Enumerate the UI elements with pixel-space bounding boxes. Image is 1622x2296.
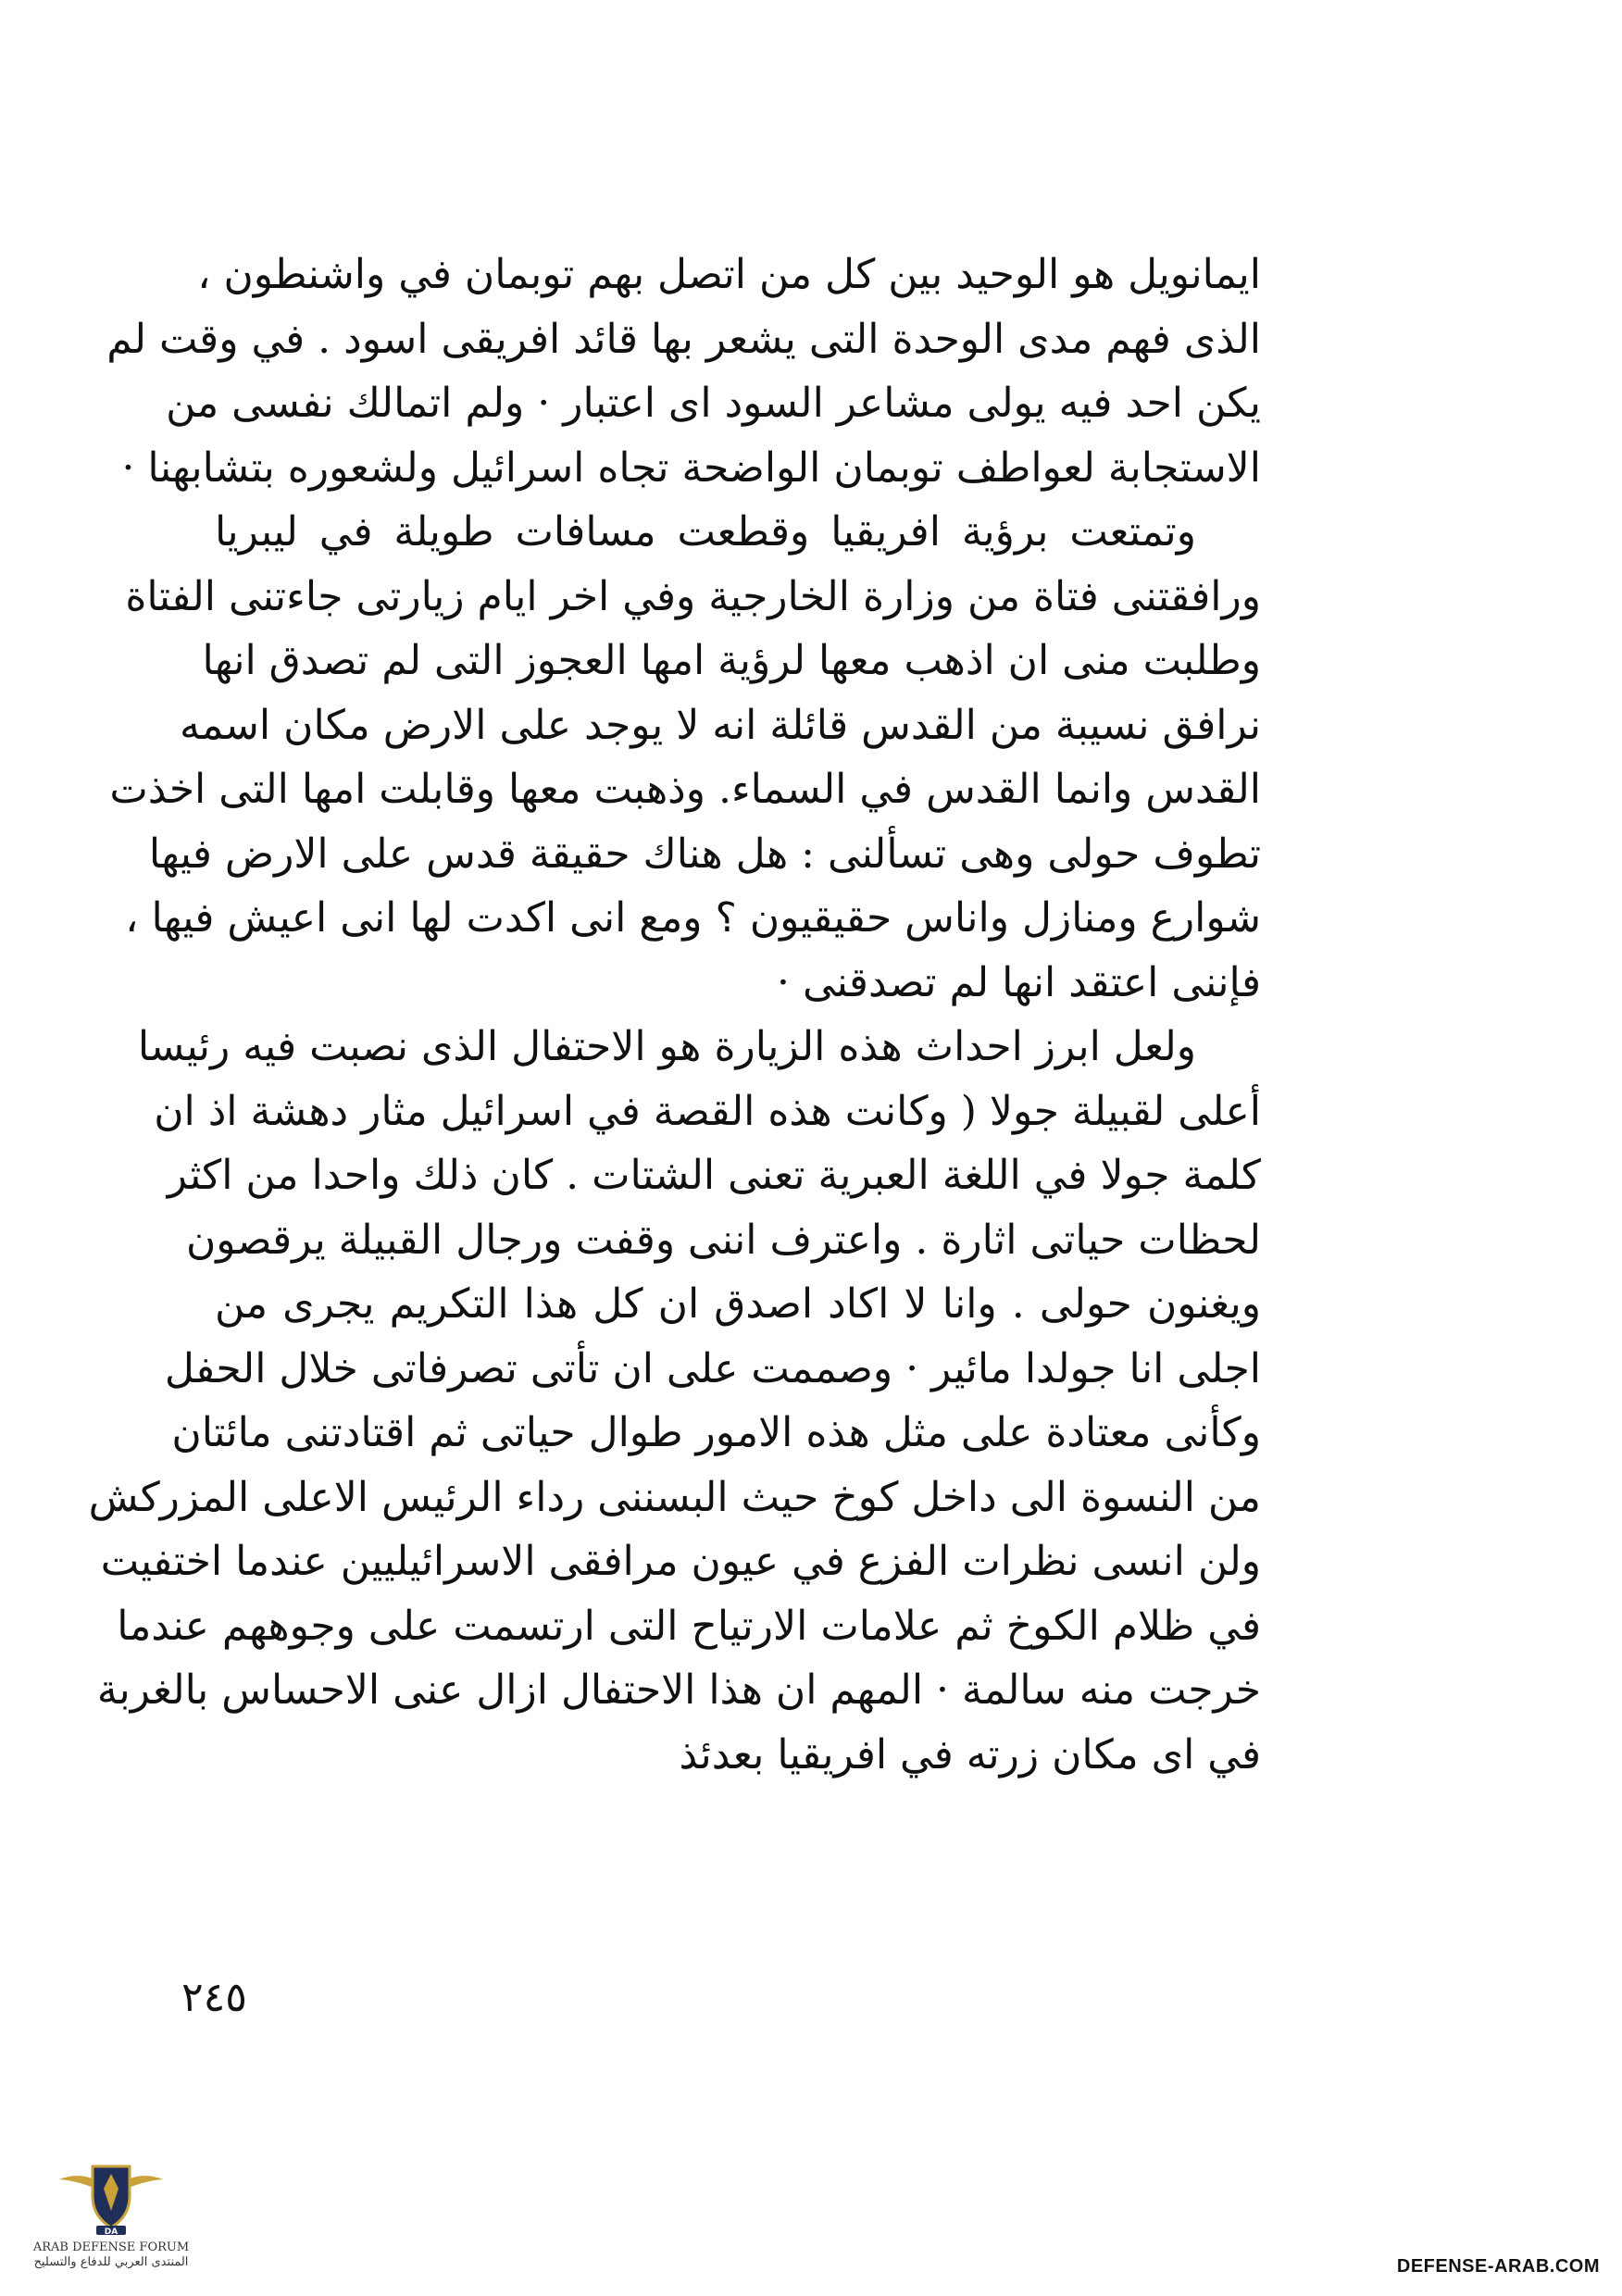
logo-name-ar: المنتدى العربي للدفاع والتسليح — [33, 2255, 189, 2269]
logo-initials: DA — [104, 2227, 119, 2237]
forum-logo — [28, 2157, 194, 2287]
text-line: نرافق نسيبة من القدس قائلة انه لا يوجد على الارض مكان اسمه — [180, 701, 1261, 749]
text-line: ولن انسى نظرات الفزع في عيون مرافقى الاسرائيليين عندما اختفيت — [100, 1538, 1261, 1585]
text-line: ولعل ابرز احداث هذه الزيارة هو الاحتفال الذى نصبت فيه رئيسا — [137, 1023, 1196, 1070]
text-line: خرجت منه سالمة · المهم ان هذا الاحتفال ازال عنى الاحساس بالغربة — [96, 1666, 1261, 1714]
site-watermark: DEFENSE-ARAB.COM — [1396, 2256, 1600, 2277]
text-line: لحظات حياتى اثارة . واعترف اننى وقفت ورجال القبيلة يرقصون — [185, 1216, 1261, 1264]
text-line: يكن احد فيه يولى مشاعر السود اى اعتبار · ولم اتمالك نفسى من — [166, 380, 1261, 427]
text-line: الاستجابة لعواطف توبمان الواضحة تجاه اسرائيل ولشعوره بتشابهنا · — [121, 443, 1261, 492]
text-line: في ظلام الكوخ ثم علامات الارتياح التى ارتسمت على وجوههم عندما — [117, 1602, 1261, 1650]
text-line: ويغنون حولى . وانا لا اكاد اصدق ان كل هذا التكريم يجرى من — [215, 1280, 1261, 1328]
text-line: اجلى انا جولدا مائير · وصممت على ان تأتى تصرفاتى خلال الحفل — [164, 1344, 1261, 1392]
body-text — [88, 243, 1261, 1787]
text-line: تطوف حولى وهى تسألنى : هل هناك حقيقة قدس على الارض فيها — [148, 830, 1261, 878]
text-line: ايمانويل هو الوحيد بين كل من اتصل بهم توبمان في واشنطون ، — [197, 251, 1261, 298]
text-line: القدس وانما القدس في السماء. وذهبت معها وقابلت امها التى اخذت — [109, 766, 1261, 813]
text-line: الذى فهم مدى الوحدة التى يشعر بها قائد افريقى اسود . في وقت لم — [106, 315, 1261, 363]
text-line: فإننى اعتقد انها لم تصدقنى · — [777, 958, 1261, 1006]
text-line: أعلى لقبيلة جولا ( وكانت هذه القصة في اسرائيل مثار دهشة اذ ان — [154, 1087, 1261, 1135]
text-line: وطلبت منى ان اذهب معها لرؤية امها العجوز التى لم تصدق انها — [202, 637, 1261, 684]
text-line: شوارع ومنازل واناس حقيقيون ؟ ومع انى اكدت لها انى اعيش فيها ، — [125, 894, 1261, 942]
text-line: من النسوة الى داخل كوخ حيث البسننى رداء الرئيس الاعلى المزركش — [88, 1473, 1261, 1521]
eagle-shield-icon — [56, 2157, 167, 2240]
text-line: ورافقتنى فتاة من وزارة الخارجية وفي اخر ايام زيارتى جاءتنى الفتاة — [125, 572, 1261, 620]
text-line: وكأنى معتادة على مثل هذه الامور طوال حياتى ثم اقتادتنى مائتان — [171, 1409, 1261, 1456]
logo-name-en: ARAB DEFENSE FORUM — [32, 2240, 190, 2254]
text-line: وتمتعت برؤية افريقيا وقطعت مسافات طويلة في ليبريا — [215, 508, 1196, 555]
page-number: ٢٤٥ — [181, 1974, 247, 2021]
text-line: كلمة جولا في اللغة العبرية تعنى الشتات . كان ذلك واحدا من اكثر — [167, 1152, 1261, 1199]
text-line: في اى مكان زرته في افريقيا بعدئذ — [679, 1730, 1261, 1778]
